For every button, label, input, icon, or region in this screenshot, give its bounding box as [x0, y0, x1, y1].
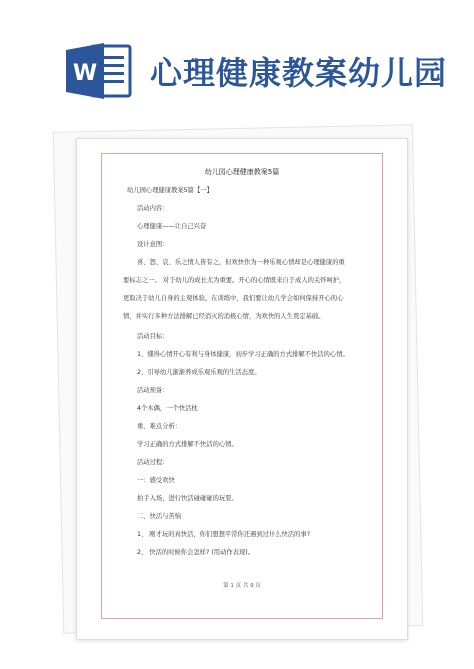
text-line: 更取决于幼儿自身的主观体验。在训练中，我们要让幼儿学会如何保持开心的心	[123, 295, 344, 302]
text-line: 情，并实行多种方法排解已经消灭的消极心情，为欢快的人生奠定基础。	[123, 313, 325, 320]
text-line: 2、引导幼儿渐渐养成乐观乐观的生活态度。	[137, 369, 261, 376]
word-document-icon	[64, 40, 134, 102]
text-line: 活动预备：	[137, 387, 169, 394]
svg-text:W: W	[72, 61, 98, 86]
text-line: 4个木偶，一个快活枕	[137, 405, 198, 412]
text-line: 重、难点分析：	[137, 423, 182, 430]
text-line: 二、快活与苦恼	[137, 513, 182, 520]
text-line: 学习正确的方式排解不快活的心情。	[137, 441, 238, 448]
text-line: 心理健康——让自己兴奋	[137, 223, 207, 230]
page-title: 心理健康教案幼儿园	[150, 54, 448, 92]
text-line: 要标志之一。 对于幼儿的成长尤为重要。开心的心情既来自于成人的关怀呵护，	[123, 277, 346, 284]
text-line: 1、懂得心情开心有利与身体健康，初步学习正确的方式排解不快活的心情。	[137, 351, 349, 358]
document-title: 幼儿园心理健康教案5篇	[204, 168, 280, 176]
text-line: 1、 刚才玩的真快活，你们想想平常你还遇到过什么快活的事?	[137, 531, 311, 538]
document-page	[76, 138, 408, 640]
header	[0, 0, 474, 135]
section-heading: 幼儿园心理健康教案5篇【一】	[127, 187, 213, 194]
text-line: 喜、怒、哀、乐之情人皆有之，但欢快作为一种乐观心情却是心理健康的重	[137, 259, 345, 266]
text-line: 活动过程：	[137, 459, 169, 466]
text-line: 一：感受欢快	[137, 477, 175, 484]
text-line: 拍手入场，进行快活碰碰碰的玩耍。	[137, 495, 238, 502]
text-line: 设计意图：	[137, 241, 169, 248]
text-line: 活动目标：	[137, 333, 169, 340]
page-number: 第 1 页 共 9 页	[223, 583, 261, 589]
text-line: 活动内容：	[137, 205, 169, 212]
text-line: 2、 快活的时候你会怎样? (用动作表现)。	[137, 549, 255, 556]
